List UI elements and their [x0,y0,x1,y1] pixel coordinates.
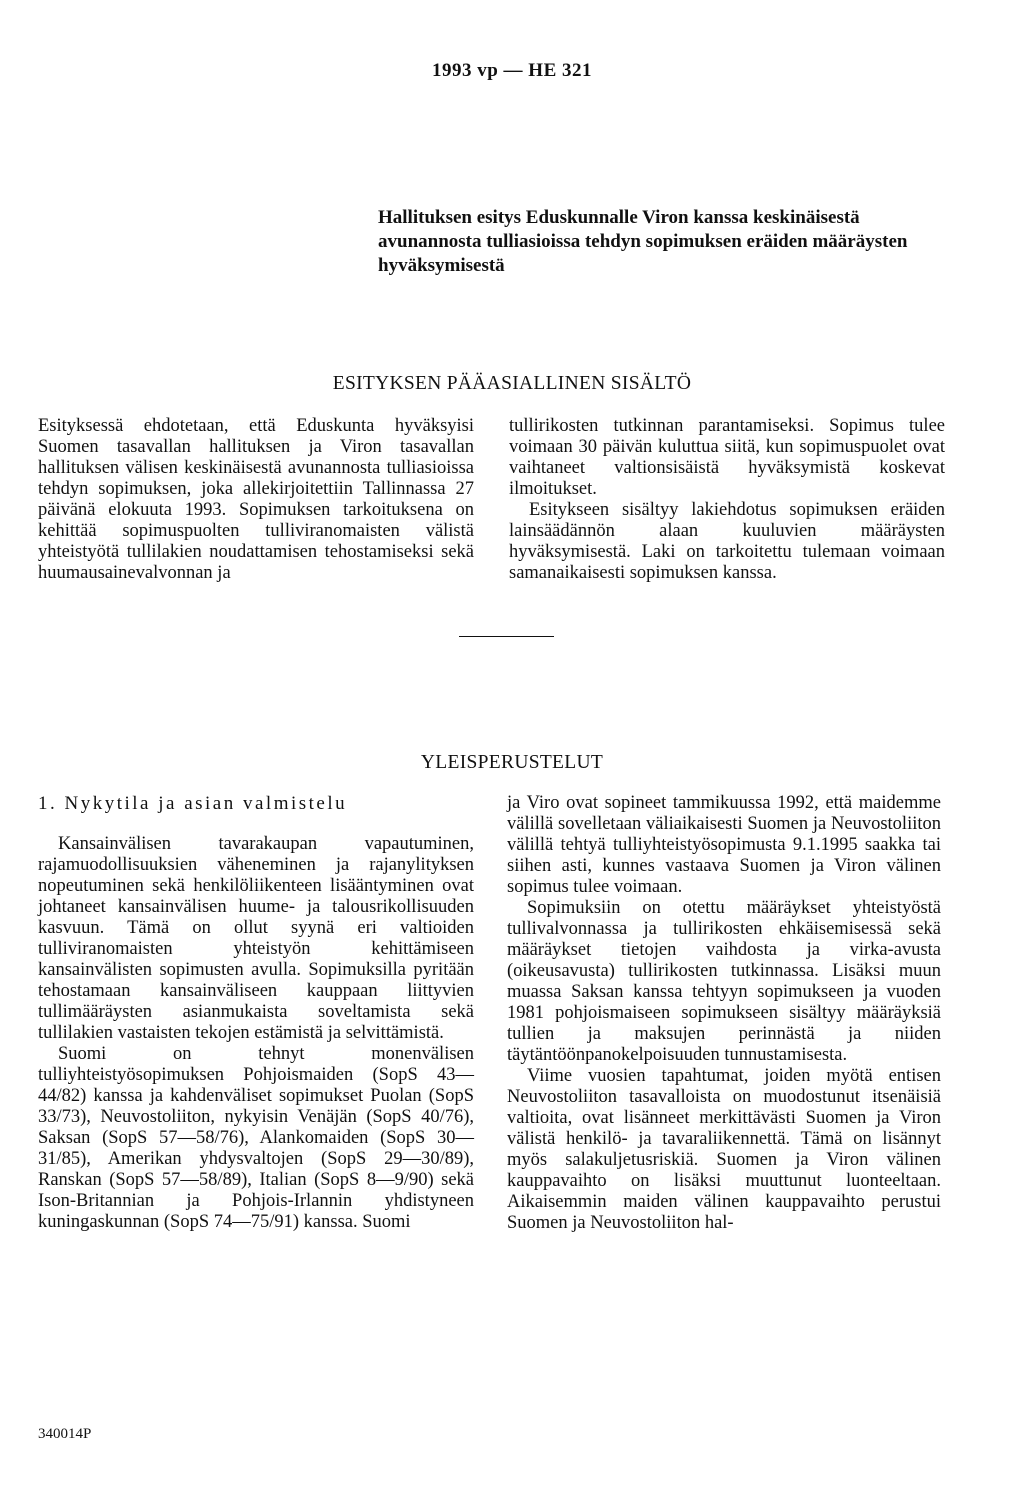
summary-heading: ESITYKSEN PÄÄASIALLINEN SISÄLTÖ [332,373,692,394]
section-heading: YLEISPERUSTELUT [420,752,604,773]
body-left-column [38,834,474,1233]
body-right-column [507,793,941,1234]
document-code: 340014P [38,1426,92,1442]
section-divider [459,636,554,637]
title-line: hyväksymisestä [378,255,505,276]
body-paragraph: Viime vuosien tapahtumat, joiden myötä entisen Neuvostoliiton tasavalloista on muodostunut itsenäisiä valtioita, ovat lisänneet merkittävästi Suomen ja Viron välistä henkilö- ja tavaraliikennettä. Tämä on lisännyt myös salakuljetusriskiä. Suomen ja Viron välinen kauppavaihto on lisäksi muuttunut luonteeltaan. Aikaisemmin maiden välinen kauppavaihto perustui Suomen ja Neuvostoliiton hal- [507,1066,941,1233]
summary-paragraph: Esitykseen sisältyy lakiehdotus sopimuksen eräiden lainsäädännön alaan kuuluvien määräysten hyväksymisestä. Laki on tarkoitettu tulemaan voimaan samanaikaisesti sopimuksen kanssa. [509,500,945,583]
summary-right-column [509,416,945,584]
body-paragraph: Suomi on tehnyt monenvälisen tulliyhteistyösopimuksen Pohjoismaiden (SopS 43—44/82) kanssa ja kahdenväliset sopimukset Puolan (SopS 33/73), Neuvostoliiton, nykyisin Venäjän (SopS 40/76), Saksan (SopS 57—58/76), Alankomaiden (SopS 30—31/85), Amerikan yhdysvaltojen (SopS 29—30/89), Ranskan (SopS 57—58/89), Italian (SopS 8—9/90) sekä Ison-Britannian ja Pohjois-Irlannin yhdistyneen kuningaskunnan (SopS 74—75/91) kanssa. Suomi [38,1044,474,1232]
summary-left-column [38,416,474,584]
summary-paragraph: tullirikosten tutkinnan parantamiseksi. Sopimus tulee voimaan 30 päivän kuluttua siitä, kun sopimuspuolet ovat vaihtaneet valtionsisäistä hyväksymistä koskevat ilmoitukset. [509,416,945,499]
title-line: avunannosta tulliasioissa tehdyn sopimuksen eräiden määräysten [378,231,908,252]
subsection-heading: 1. Nykytila ja asian valmistelu [38,793,348,814]
document-title [378,206,978,278]
title-line: Hallituksen esitys Eduskunnalle Viron kanssa keskinäisestä [378,207,860,228]
document-header: 1993 vp — HE 321 [431,60,593,81]
summary-paragraph: Esityksessä ehdotetaan, että Eduskunta hyväksyisi Suomen tasavallan hallituksen ja Viron tasavallan hallituksen välisen keskinäisestä avunannosta tulliasioissa tehdyn sopimuksen, joka allekirjoitettiin Tallinnassa 27 päivänä elokuuta 1993. Sopimuksen tarkoituksena on kehittää sopimuspuolten tulliviranomaisten välistä yhteistyötä tullilakien noudattamisen tehostamiseksi sekä huumausainevalvonnan ja [38,416,474,583]
body-paragraph: Sopimuksiin on otettu määräykset yhteistyöstä tullivalvonnassa ja tullirikosten ehkäisemisessä sekä määräykset tietojen vaihdosta ja virka-avusta (oikeusavusta) tullirikosten tutkinnassa. Lisäksi muun muassa Saksan kanssa tehtyyn sopimukseen ja vuoden 1981 pohjoismaiseen sopimukseen sisältyy määräyksiä tullien ja maksujen perinnästä ja niiden täytäntöönpanokelpoisuuden tunnustamisesta. [507,898,941,1065]
body-paragraph: Kansainvälisen tavarakaupan vapautuminen, rajamuodollisuuksien väheneminen ja rajanylityksen nopeutuminen sekä henkilöliikenteen lisääntyminen ovat johtaneet kansainvälisen huume- ja talousrikollisuuden kasvuun. Tämä on ollut syynä eri valtioiden tulliviranomaisten yhteistyön kehittämiseen kansainvälisten sopimusten avulla. Sopimuksilla pyritään tehostamaan kansainväliseen kauppaan liittyvien tullimääräysten asianmukaista soveltamista sekä tullilakien vastaisten tekojen estämistä ja selvittämistä. [38,834,474,1043]
body-paragraph: ja Viro ovat sopineet tammikuussa 1992, että maidemme välillä sovelletaan väliaikaisesti Suomen ja Neuvostoliiton välillä tehtyä tulliyhteistyösopimusta 9.1.1995 saakka tai siihen asti, kunnes vastaava Suomen ja Viron välinen sopimus tulee voimaan. [507,793,941,897]
